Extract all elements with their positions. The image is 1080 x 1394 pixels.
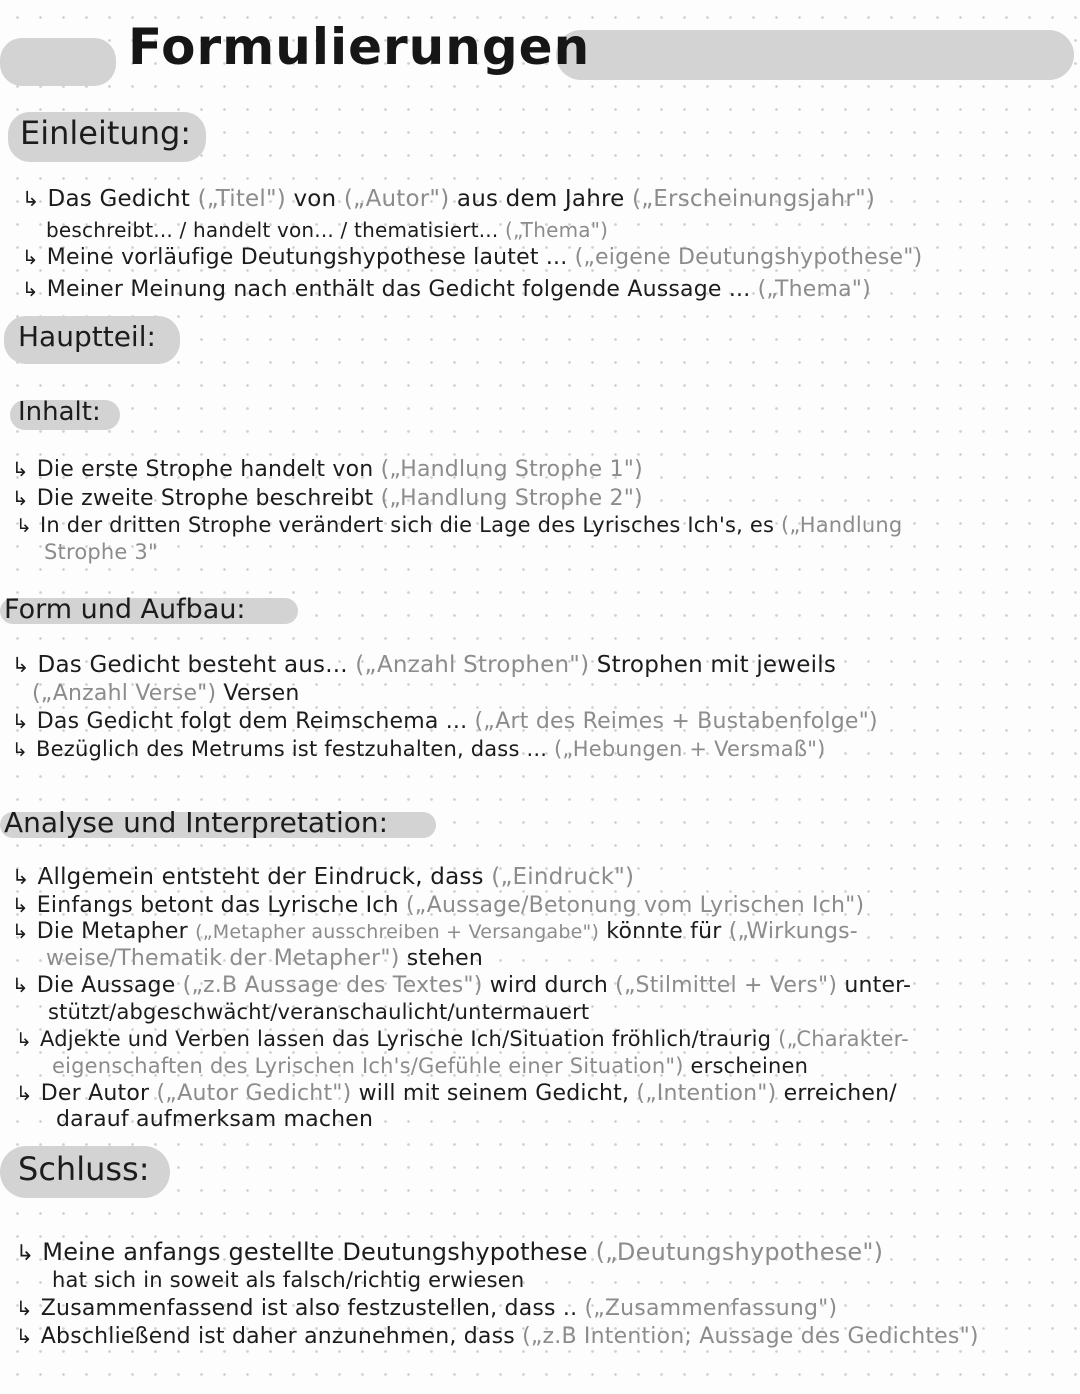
inhalt-line-2 <box>12 486 643 511</box>
placeholder: („Art des Reimes + Bustabenfolge") <box>474 709 878 734</box>
text: erreichen/ <box>783 1081 897 1106</box>
placeholder: („Eindruck") <box>491 864 635 890</box>
placeholder: („Erscheinungsjahr") <box>632 186 876 212</box>
analyse-line-10: darauf aufmerksam machen <box>56 1107 374 1132</box>
form-line-3 <box>12 709 878 734</box>
placeholder: („Zusammenfassung") <box>584 1296 838 1321</box>
placeholder: („Handlung <box>781 513 903 537</box>
text: Allgemein entsteht der Eindruck, dass <box>37 864 484 890</box>
text: Strophen mit jeweils <box>596 652 837 678</box>
arrow-icon: ↳ <box>16 1297 33 1320</box>
analyse-line-8 <box>52 1054 808 1078</box>
placeholder: („Handlung Strophe 2") <box>380 486 643 511</box>
einleitung-line-4 <box>22 277 871 302</box>
placeholder: („Handlung Strophe 1") <box>380 457 643 482</box>
placeholder: („z.B Aussage des Textes") <box>182 973 483 998</box>
page-title: Formulierungen <box>128 18 591 76</box>
hauptteil-heading: Hauptteil: <box>18 320 156 353</box>
inhalt-line-4: Strophe 3" <box>44 540 158 564</box>
text: Die zweite Strophe beschreibt <box>36 486 374 511</box>
form-line-1 <box>12 652 836 678</box>
arrow-icon: ↳ <box>16 1325 33 1348</box>
analyse-line-5 <box>12 973 911 998</box>
schluss-line-2: hat sich in soweit als falsch/richtig erwiesen <box>52 1268 525 1292</box>
text: Meine anfangs gestellte Deutungshypothese <box>42 1238 588 1266</box>
analyse-line-2 <box>12 893 864 918</box>
analyse-line-4 <box>46 946 483 971</box>
text: aus dem Jahre <box>456 186 625 212</box>
placeholder: weise/Thematik der Metapher") <box>46 946 400 971</box>
title-bar-left <box>0 38 116 86</box>
placeholder: eigenschaften des Lyrischen Ich's/Gefühle einer Situation") <box>52 1054 684 1078</box>
text: könnte für <box>606 919 722 944</box>
text: Der Autor <box>40 1081 150 1106</box>
arrow-icon: ↳ <box>16 1082 33 1105</box>
form-line-2 <box>32 681 300 706</box>
placeholder: („Autor Gedicht") <box>156 1081 352 1106</box>
arrow-icon: ↳ <box>16 515 33 537</box>
text: Meiner Meinung nach enthält das Gedicht folgende Aussage ... <box>46 277 751 302</box>
text: Versen <box>223 681 300 706</box>
arrow-icon: ↳ <box>22 187 40 211</box>
schluss-heading: Schluss: <box>18 1150 150 1188</box>
placeholder: („z.B Intention; Aussage des Gedichtes") <box>522 1324 979 1349</box>
text: Zusammenfassend ist also festzustellen, dass .. <box>40 1296 578 1321</box>
arrow-icon: ↳ <box>12 487 29 510</box>
arrow-icon: ↳ <box>16 1029 33 1051</box>
text: Adjekte und Verben lassen das Lyrische Ich/Situation fröhlich/traurig <box>40 1027 772 1051</box>
text: Einfangs betont das Lyrische Ich <box>36 893 399 918</box>
placeholder: („Charakter- <box>778 1027 909 1051</box>
arrow-icon: ↳ <box>22 278 39 301</box>
placeholder: („Thema") <box>504 218 609 242</box>
arrow-icon: ↳ <box>12 920 29 943</box>
form-heading: Form und Aufbau: <box>4 594 246 625</box>
text: Die erste Strophe handelt von <box>36 457 374 482</box>
arrow-icon: ↳ <box>22 246 39 269</box>
arrow-icon: ↳ <box>12 653 30 677</box>
text: Das Gedicht folgt dem Reimschema ... <box>36 709 468 734</box>
placeholder: („Titel") <box>197 186 286 212</box>
analyse-line-9 <box>16 1081 897 1106</box>
arrow-icon: ↳ <box>12 894 29 917</box>
einleitung-heading: Einleitung: <box>20 114 192 152</box>
placeholder: („eigene Deutungshypothese") <box>574 245 923 270</box>
einleitung-line-2 <box>46 218 608 242</box>
einleitung-line-1 <box>22 186 875 212</box>
placeholder: („Hebungen + Versmaß") <box>553 737 826 761</box>
placeholder: („Metapher ausschreiben + Versangabe") <box>195 921 600 943</box>
text: will mit seinem Gedicht, <box>358 1081 630 1106</box>
inhalt-line-3 <box>16 513 902 537</box>
placeholder: („Anzahl Strophen") <box>355 652 590 678</box>
placeholder: („Thema") <box>757 277 871 302</box>
analyse-heading: Analyse und Interpretation: <box>4 806 389 839</box>
text: Das Gedicht besteht aus... <box>37 652 348 678</box>
text: erscheinen <box>690 1054 809 1078</box>
text: Bezüglich des Metrums ist festzuhalten, dass ... <box>36 737 548 761</box>
analyse-line-3 <box>12 919 858 944</box>
text: von <box>293 186 337 212</box>
placeholder: („Stilmittel + Vers") <box>615 973 838 998</box>
text: unter- <box>844 973 912 998</box>
analyse-line-1 <box>12 864 634 890</box>
text: stehen <box>406 946 483 971</box>
inhalt-heading: Inhalt: <box>18 397 101 427</box>
arrow-icon: ↳ <box>12 739 29 761</box>
text: Abschließend ist daher anzunehmen, dass <box>40 1324 515 1349</box>
analyse-line-7 <box>16 1027 909 1051</box>
analyse-line-6: stützt/abgeschwächt/veranschaulicht/untermauert <box>48 1000 590 1024</box>
text: Die Metapher <box>36 919 188 944</box>
form-line-4 <box>12 737 826 761</box>
schluss-line-4 <box>16 1324 979 1349</box>
inhalt-line-1 <box>12 457 643 482</box>
schluss-line-1 <box>16 1238 883 1266</box>
placeholder: („Autor") <box>343 186 450 212</box>
placeholder: („Aussage/Betonung vom Lyrischen Ich") <box>405 893 865 918</box>
arrow-icon: ↳ <box>16 1241 35 1266</box>
einleitung-line-3 <box>22 245 922 270</box>
text: beschreibt... / handelt von... / thematisiert... <box>46 218 499 242</box>
arrow-icon: ↳ <box>12 710 29 733</box>
text: wird durch <box>489 973 608 998</box>
placeholder: („Wirkungs- <box>728 919 858 944</box>
text: Meine vorläufige Deutungshypothese lautet ... <box>46 245 568 270</box>
placeholder: („Anzahl Verse") <box>32 681 217 706</box>
arrow-icon: ↳ <box>12 865 30 889</box>
placeholder: („Intention") <box>636 1081 777 1106</box>
arrow-icon: ↳ <box>12 974 29 997</box>
schluss-line-3 <box>16 1296 837 1321</box>
title-bar-right <box>556 30 1074 80</box>
text: Die Aussage <box>36 973 176 998</box>
text: Das Gedicht <box>47 186 191 212</box>
placeholder: („Deutungshypothese") <box>595 1238 884 1266</box>
arrow-icon: ↳ <box>12 458 29 481</box>
text: In der dritten Strophe verändert sich die Lage des Lyrisches Ich's, es <box>40 513 775 537</box>
